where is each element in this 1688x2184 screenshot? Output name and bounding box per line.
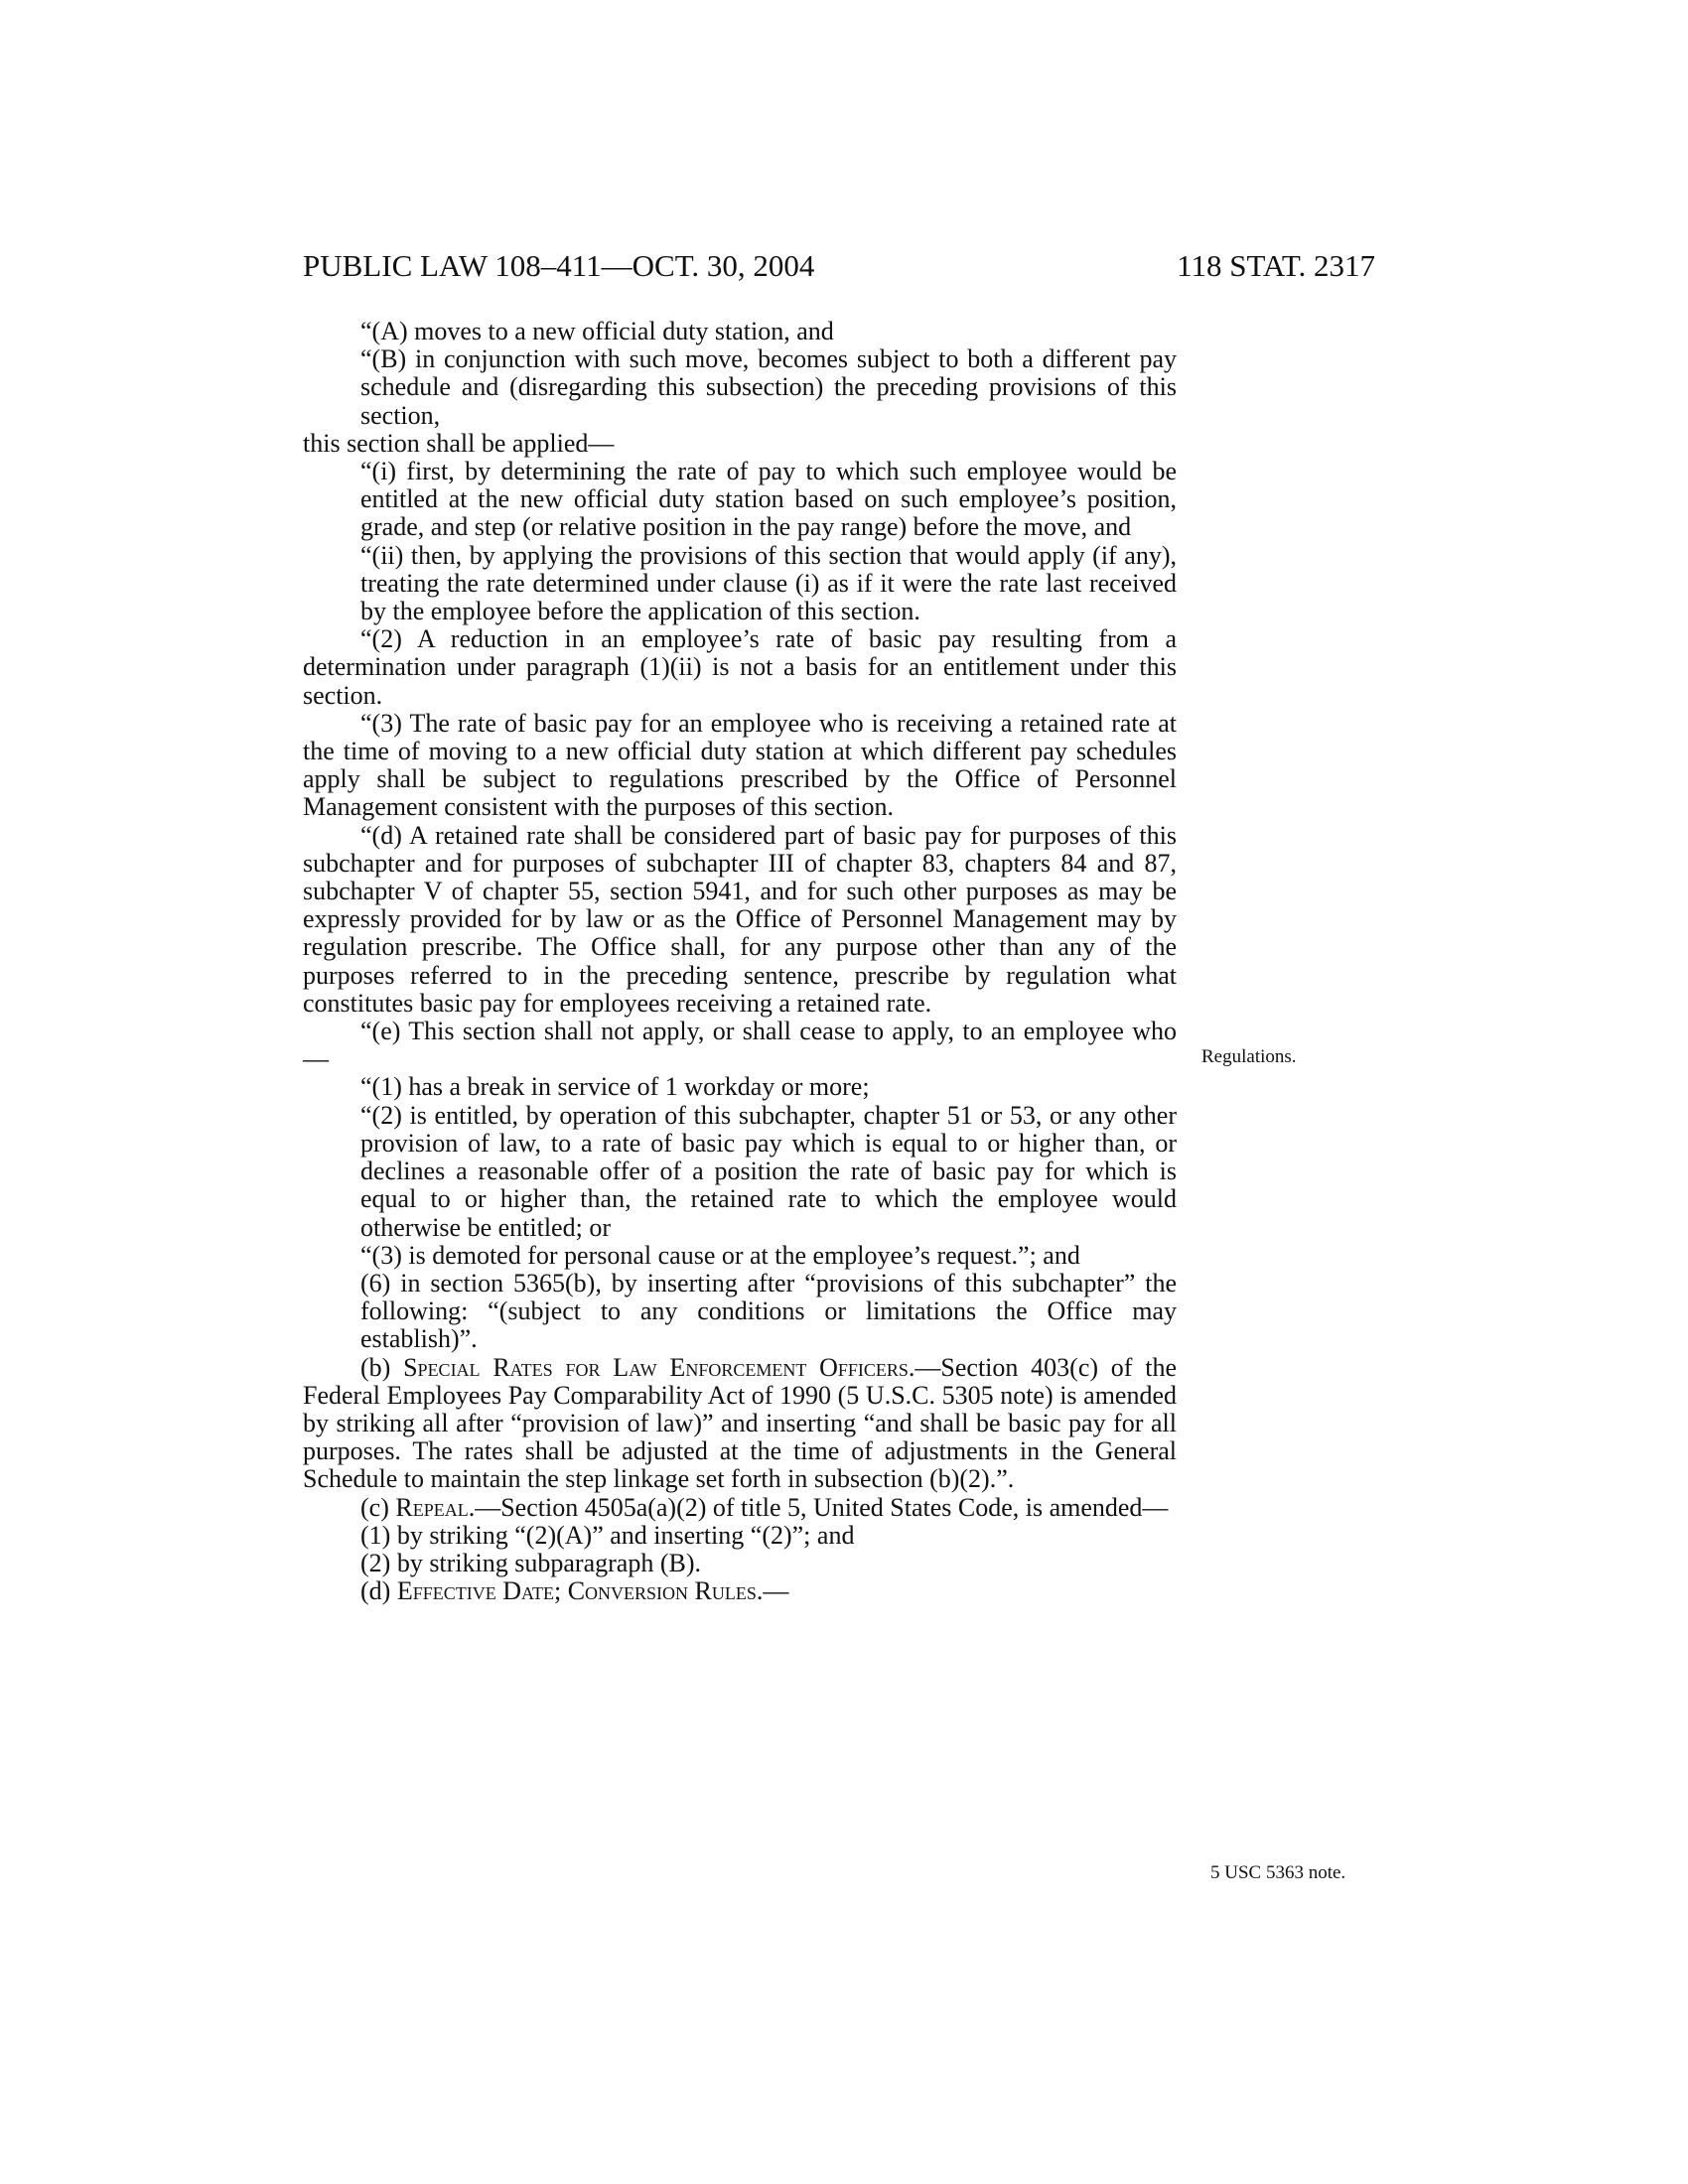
subsection-c-repeal — [303, 1494, 1177, 1522]
subsection-d-effective-date — [303, 1577, 1177, 1605]
paragraph-a-moves: “(A) moves to a new official duty station, and — [360, 317, 834, 345]
paragraph-6-section-5365: (6) in section 5365(b), by inserting after “provisions of this subchapter” the following: “(subject to any conditions or limitations the Office may establish)”. — [360, 1268, 1177, 1354]
subsection-d-heading: Effective Date; Conversion Rules. — [396, 1576, 764, 1606]
subsection-d-label: (d) — [360, 1576, 397, 1606]
paragraph-2-reduction: “(2) A reduction in an employee’s rate of basic pay resulting from a determination under paragraph (1)(ii) is not a basis for an entitlement under this section. — [303, 624, 1177, 710]
paragraph-3-rate: “(3) The rate of basic pay for an employee who is receiving a retained rate at the time of moving to a new official duty station at which different pay schedules apply shall be subject to regulations prescribed by the Office of Personnel Management consistent with the purposes of this section. — [303, 708, 1177, 822]
paragraph-applied: this section shall be applied— — [303, 428, 615, 458]
subsection-e-not-apply: “(e) This section shall not apply, or shall cease to apply, to an employee who— — [303, 1017, 1177, 1074]
paragraph-e3-demoted: “(3) is demoted for personal cause or at the employee’s request.”; and — [360, 1240, 1080, 1270]
margin-note-usc: 5 USC 5363 note. — [1210, 1862, 1346, 1883]
paragraph-c2-striking: (2) by striking subparagraph (B). — [360, 1548, 701, 1577]
subsection-c-label: (c) — [360, 1492, 396, 1522]
paragraph-c1-striking: (1) by striking “(2)(A)” and inserting “(2)”; and — [360, 1520, 855, 1550]
subsection-c-text: —Section 4505a(a)(2) of title 5, United States Code, is amended— — [475, 1492, 1169, 1522]
header-stat-citation: 118 STAT. 2317 — [1177, 248, 1375, 283]
subsection-d-text: — — [763, 1576, 789, 1606]
paragraph-e1-break: “(1) has a break in service of 1 workday or more; — [360, 1072, 870, 1102]
subsection-b-label: (b) — [360, 1352, 404, 1382]
header-title: PUBLIC LAW 108–411—OCT. 30, 2004 — [303, 248, 815, 283]
clause-ii: “(ii) then, by applying the provisions of this section that would apply (if any), treating the rate determined under clause (i) as if it were the rate last received by the employee before the application of this section. — [360, 540, 1177, 626]
paragraph-e2-entitled: “(2) is entitled, by operation of this subchapter, chapter 51 or 53, or any other provision of law, to a rate of basic pay which is equal to or higher than, or declines a reasonable offer of a position the rate of basic pay for which is equal to or higher than, the retained rate to which the employee would otherwise be entitled; or — [360, 1100, 1177, 1242]
subsection-b-special-rates — [303, 1354, 1177, 1494]
paragraph-b-conjunction: “(B) in conjunction with such move, becomes subject to both a different pay schedule and (disregarding this subsection) the preceding provisions of this section, — [360, 344, 1177, 430]
clause-i: “(i) first, by determining the rate of pay to which such employee would be entitled at the new official duty station based on such employee’s position, grade, and step (or relative position in the pay range) before the move, and — [360, 457, 1177, 542]
subsection-b-heading: Special Rates for Law Enforcement Officers. — [403, 1352, 915, 1382]
margin-note-regulations: Regulations. — [1201, 1046, 1297, 1067]
subsection-d-retained-rate: “(d) A retained rate shall be considered part of basic pay for purposes of this subchapter and for purposes of subchapter III of chapter 83, chapters 84 and 87, subchapter V of chapter 55, section 5941, and for such other purposes as may be expressly provided for by law or as the Office of Personnel Management may by regulation prescribe. The Office shall, for any purpose other than any of the purposes referred to in the preceding sentence, prescribe by regulation what constitutes basic pay for employees receiving a retained rate. — [303, 820, 1177, 1018]
page-header — [303, 246, 1375, 286]
document-body — [303, 318, 1177, 1605]
subsection-b-text: —Section 403(c) of the Federal Employees Pay Comparability Act of 1990 (5 U.S.C. 5305 note) is amended by striking all after “provision of law)” and inserting “and shall be basic pay for all purposes. The rates shall be adjusted at the time of adjustments in the General Schedule to maintain the step linkage set forth in subsection (b)(2).”. — [303, 1352, 1178, 1494]
subsection-c-heading: Repeal. — [395, 1492, 476, 1522]
